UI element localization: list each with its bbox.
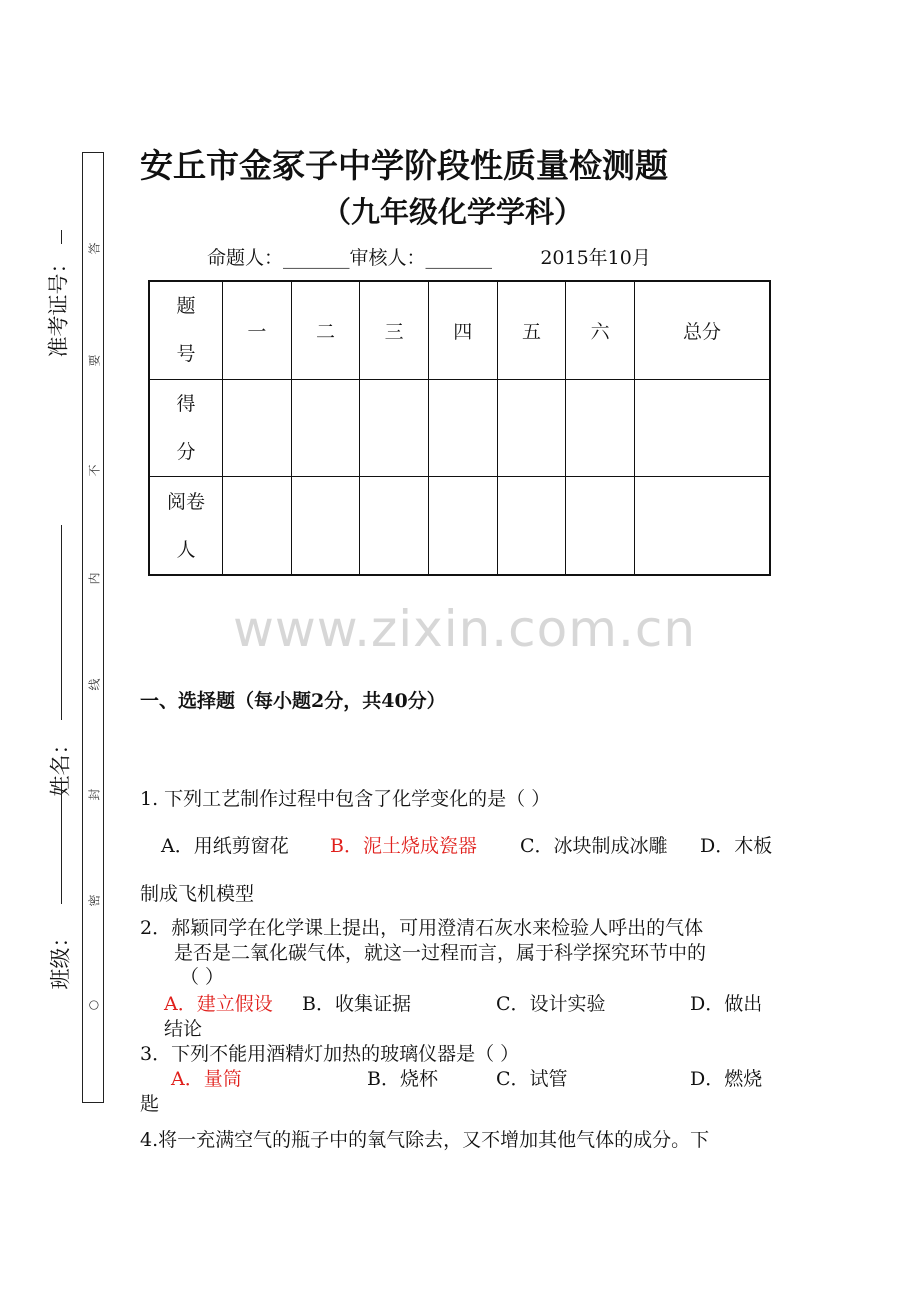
binding-margin-box — [82, 152, 104, 1103]
grader-cell[interactable] — [428, 477, 497, 575]
exam-number-label: 准考证号： — [46, 252, 71, 358]
score-cell[interactable] — [566, 379, 635, 477]
seal-char: 线 — [87, 678, 102, 691]
question-3-option-b: B．烧杯 — [367, 1068, 438, 1090]
question-2-option-c: C．设计实验 — [496, 993, 606, 1015]
column-header: 一 — [223, 281, 292, 379]
score-cell[interactable] — [223, 379, 292, 477]
class-label: 班级： — [48, 926, 73, 990]
table-row — [149, 477, 770, 575]
grader-cell[interactable] — [497, 477, 566, 575]
column-header: 总分 — [634, 281, 770, 379]
seal-char: 答 — [87, 242, 102, 255]
score-cell[interactable] — [497, 379, 566, 477]
watermark: www.zixin.com.cn — [233, 600, 697, 658]
column-header: 四 — [428, 281, 497, 379]
score-cell[interactable] — [634, 379, 770, 477]
question-2-option-d-cont: 结论 — [164, 1018, 203, 1040]
name-line — [61, 525, 62, 720]
question-1-option-c: C．冰块制成冰雕 — [520, 835, 668, 857]
question-2-line-2: 是否是二氧化碳气体，就这一过程而言，属于科学探究环节中的 — [174, 942, 707, 964]
score-cell[interactable] — [360, 379, 429, 477]
seal-char: 不 — [87, 464, 102, 477]
grader-cell[interactable] — [223, 477, 292, 575]
score-cell[interactable] — [428, 379, 497, 477]
question-3-option-c: C．试管 — [496, 1068, 568, 1090]
column-header: 三 — [360, 281, 429, 379]
page-subtitle: （九年级化学学科） — [322, 195, 584, 229]
grader-cell[interactable] — [634, 477, 770, 575]
column-header: 六 — [566, 281, 635, 379]
class-line — [61, 782, 62, 904]
seal-char: 封 — [87, 788, 102, 801]
seal-char: 要 — [87, 354, 102, 367]
question-2-option-a: A．建立假设 — [164, 993, 273, 1015]
name-label: 姓名： — [48, 733, 73, 797]
row-header-question: 题 号 — [149, 281, 223, 379]
question-2-line-3: （ ） — [180, 966, 225, 988]
question-3-option-d-cont: 匙 — [140, 1093, 160, 1115]
question-1-option-d-cont: 制成飞机模型 — [140, 883, 255, 905]
question-1-option-d: D．木板 — [700, 835, 773, 857]
score-cell[interactable] — [291, 379, 360, 477]
authors-line: 命题人：_______审核人：_______ 2015年10月 — [207, 247, 651, 269]
score-table — [148, 280, 771, 576]
question-3-option-d: D．燃烧 — [690, 1068, 763, 1090]
seal-char: 内 — [87, 572, 102, 585]
page-title: 安丘市金冢子中学阶段性质量检测题 — [140, 146, 668, 185]
column-header: 二 — [291, 281, 360, 379]
row-header-grader: 阅卷 人 — [149, 477, 223, 575]
question-2-option-d: D．做出 — [690, 993, 763, 1015]
grader-cell[interactable] — [566, 477, 635, 575]
row-header-score: 得 分 — [149, 379, 223, 477]
grader-cell[interactable] — [291, 477, 360, 575]
table-row — [149, 281, 770, 379]
seal-char: ○ — [86, 999, 101, 1011]
question-2-line-1: 2．郝颖同学在化学课上提出，可用澄清石灰水来检验人呼出的气体 — [140, 917, 704, 939]
seal-char: 密 — [87, 894, 102, 907]
grader-cell[interactable] — [360, 477, 429, 575]
question-2-option-b: B．收集证据 — [302, 993, 411, 1015]
column-header: 五 — [497, 281, 566, 379]
question-1-option-a: A．用纸剪窗花 — [161, 835, 289, 857]
question-1-stem: 1. 下列工艺制作过程中包含了化学变化的是（ ） — [140, 788, 551, 810]
exam-number-line — [61, 230, 62, 244]
question-3-stem: 3．下列不能用酒精灯加热的玻璃仪器是（ ） — [140, 1043, 520, 1065]
question-4-stem: 4.将一充满空气的瓶子中的氧气除去，又不增加其他气体的成分。下 — [140, 1129, 710, 1151]
question-3-option-a: A．量筒 — [171, 1068, 242, 1090]
question-1-option-b: B．泥土烧成瓷器 — [330, 835, 477, 857]
section-heading: 一、选择题（每小题2分，共40分） — [140, 690, 446, 712]
table-row — [149, 379, 770, 477]
